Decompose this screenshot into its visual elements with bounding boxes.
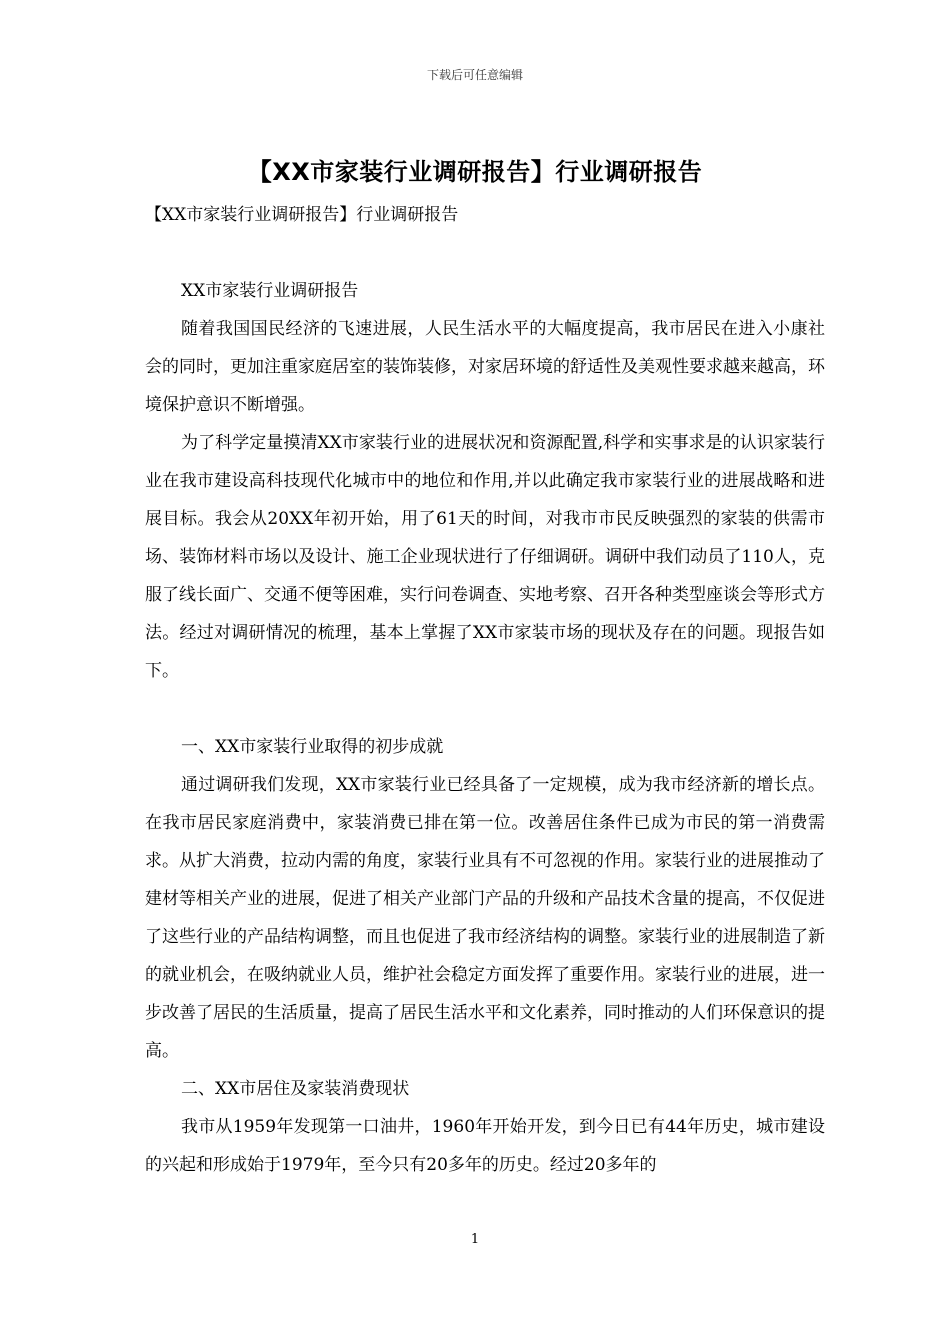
header-note: 下载后可任意编辑 — [426, 68, 523, 82]
section-heading-1: 一、XX市家装行业取得的初步成就 — [181, 737, 444, 757]
paragraph-consumption: 我市从1959年发现第一口油井，1960年开始开发，到今日已有44年历史，城市建设的兴起和形成始于1979年，至今只有20多年的历史。经过20多年的 — [145, 1117, 825, 1175]
blank-line — [145, 690, 825, 728]
document-body — [145, 196, 825, 1184]
document-subtitle: 【XX市家装行业调研报告】行业调研报告 — [145, 205, 459, 225]
paragraph-intro: 随着我国国民经济的飞速进展，人民生活水平的大幅度提高，我市居民在进入小康社会的同时，更加注重家庭居室的装饰装修，对家居环境的舒适性及美观性要求越来越高，环境保护意识不断增强。 — [145, 319, 825, 415]
blank-line — [145, 234, 825, 272]
document-title: 【XX市家装行业调研报告】行业调研报告 — [247, 158, 703, 186]
page-number: 1 — [470, 1232, 480, 1247]
section-heading-2: 二、XX市居住及家装消费现状 — [181, 1079, 410, 1099]
report-heading: XX市家装行业调研报告 — [181, 281, 359, 301]
paragraph-purpose: 为了科学定量摸清XX市家装行业的进展状况和资源配置,科学和实事求是的认识家装行业在我市建设高科技现代化城市中的地位和作用,并以此确定我市家装行业的进展战略和进展目标。我会从20XX年初开始，用了61天的时间，对我市市民反映强烈的家装的供需市场、装饰材料市场以及设计、施工企业现状进行了仔细调研。调研中我们动员了110人，克服了线长面广、交通不便等困难，实行问卷调查、实地考察、召开各种类型座谈会等形式方法。经过对调研情况的梳理，基本上掌握了XX市家装市场的现状及存在的问题。现报告如下。 — [145, 433, 825, 681]
paragraph-achievements: 通过调研我们发现，XX市家装行业已经具备了一定规模，成为我市经济新的增长点。在我市居民家庭消费中，家装消费已排在第一位。改善居住条件已成为市民的第一消费需求。从扩大消费，拉动内需的角度，家装行业具有不可忽视的作用。家装行业的进展推动了建材等相关产业的进展，促进了相关产业部门产品的升级和产品技术含量的提高，不仅促进了这些行业的产品结构调整，而且也促进了我市经济结构的调整。家装行业的进展制造了新的就业机会，在吸纳就业人员，维护社会稳定方面发挥了重要作用。家装行业的进展，进一步改善了居民的生活质量，提高了居民生活水平和文化素养，同时推动的人们环保意识的提高。 — [145, 775, 825, 1061]
